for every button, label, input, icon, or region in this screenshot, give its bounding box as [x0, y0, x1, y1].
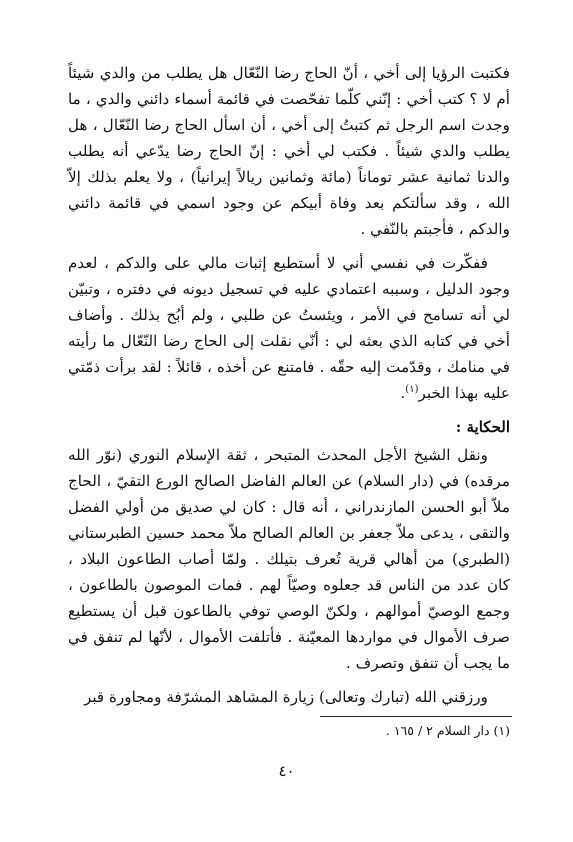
paragraph-text: ورزقني الله (تبارك وتعالى) زيارة المشاهد المشرّفة ومجاورة قبر — [83, 688, 488, 706]
footnote-reference[interactable]: (١) — [405, 383, 419, 395]
footnote-separator — [320, 716, 512, 717]
page-body — [68, 60, 510, 718]
page-number: ٤٠ — [278, 762, 295, 780]
section-heading: الحكاية : — [455, 418, 510, 436]
footnote: (١) دار السلام ٢ / ١٦٥ . — [385, 723, 510, 738]
paragraph — [68, 60, 510, 242]
paragraph-text: ففكّرت في نفسي أني لا أستطيع إثبات مالي على والدكم ، لعدم وجود الدليل ، وسببه اعتمادي عليه في تسجيل ديونه في دفتره ، وتبيّن لي أنه تسامح في الأمر ، ويئستُ عن طلبي ، ولم أبُح بذلك . وأضاف أخي في كتابه الذي بعثه لي : أنّي نقلت إلى الحاج رضا النّعّال ما رأيته في منامك ، وقدّمت إليه حقّه . فامتنع عن أخذه ، قائلاً : لقد برأت ذمّتي عليه بهذا الخبر — [68, 254, 510, 402]
paragraph — [68, 684, 510, 710]
paragraph-text: ونقل الشيخ الأجل المحدث المتبحر ، ثقة الإسلام النوري (نوّر الله مرقده) في (دار السلام) عن العالم الفاضل الصالح الورع التقيّ ، الحاج ملاّ أبو الحسن المازندراني ، أنه قال : كان لي صديق من أولي الفضل والتقى ، يدعى ملاّ جعفر بن العالم الصالح ملاّ محمد حسين الطبرستاني (الطبري) من أهالي قرية تُعرف بتيلك . ولمّا أصاب الطاعون البلاد ، كان عدد من الناس قد جعلوه وصيّاً لهم . فمات الموصون بالطاعون ، وجمع الوصيّ أموالهم ، ولكنّ الوصي توفي بالطاعون قبل أن يستطيع صرف الأموال في مواردها المعيّنة . فأتلفت الأموال ، لأنّها لم تنفق في ما يجب أن تنفق وتصرف . — [68, 446, 510, 672]
paragraph-text: فكتبت الرؤيا إلى أخي ، أنّ الحاج رضا النّعّال هل يطلب من والدي شيئاً أم لا ؟ كتب أخي : إنّني كلّما تفحّصت في قائمة أسماء دائني والدي ، ما وجدت اسم الرجل ثم كتبتُ إلى أخي ، أن اسأل الحاج رضا النّعّال ، هل يطلب والدي شيئاً . فكتب لي أخي : إنّ الحاج رضا يدّعي أنه يطلب والدنا ثمانية عشر توماناً (مائة وثمانين ريالاً إيرانياً) ، ولا يعلم بذلك إلاّ الله ، وقد سألتكم بعد وفاة أبيكم عن وجود اسمي في قائمة دائني والدكم ، فأجبتم بالنّفي . — [68, 64, 510, 238]
paragraph — [68, 442, 510, 676]
paragraph: ففكّرت في نفسي أني لا أستطيع إثبات مالي على والدكم ، لعدم وجود الدليل ، وسببه اعتمادي عليه في تسجيل ديونه في دفتره ، وتبيّن لي أنه تسامح في الأمر ، ويئستُ عن طلبي ، ولم أبُح بذلك . وأضاف أخي في كتابه الذي بعثه لي : أنّي نقلت إلى الحاج رضا النّعّال ما رأيته في منامك ، وقدّمت إليه حقّه . فامتنع عن أخذه ، قائلاً : لقد برأت ذمّتي عليه بهذا الخبر$^{(١)}$. — [68, 254, 510, 402]
